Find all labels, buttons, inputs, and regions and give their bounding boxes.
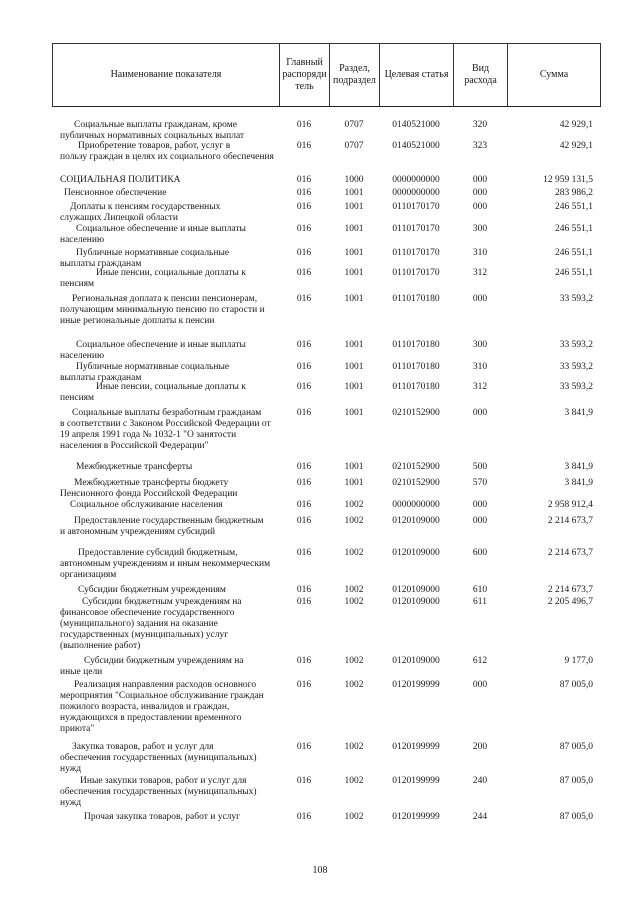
row-name: Доплаты к пенсиям государственных служащих Липецкой области bbox=[60, 202, 221, 223]
row-vid: 000 bbox=[472, 294, 488, 304]
row-glavny: 016 bbox=[296, 776, 312, 786]
row-tselevaya: 0110170180 bbox=[392, 340, 440, 350]
row-razdel: 1001 bbox=[344, 268, 364, 278]
row-glavny: 016 bbox=[296, 175, 312, 185]
row-razdel: 1002 bbox=[344, 776, 364, 786]
row-vid: 312 bbox=[472, 268, 488, 278]
row-glavny: 016 bbox=[296, 656, 312, 666]
row-glavny: 016 bbox=[296, 680, 312, 690]
row-glavny: 016 bbox=[296, 462, 312, 472]
row-name: Пенсионное обеспечение bbox=[64, 188, 167, 198]
row-name: Иные закупки товаров, работ и услуг для обеспечения государственных (муниципальных) нужд bbox=[60, 776, 257, 808]
row-summa: 42 929,1 bbox=[559, 141, 593, 151]
row-tselevaya: 0120109000 bbox=[392, 548, 440, 558]
row-vid: 300 bbox=[472, 340, 488, 350]
row-razdel: 1001 bbox=[344, 224, 364, 234]
row-name: Закупка товаров, работ и услуг для обеспечения государственных (муниципальных) нужд bbox=[60, 742, 257, 774]
row-tselevaya: 0000000000 bbox=[392, 500, 440, 510]
row-tselevaya: 0210152900 bbox=[392, 478, 440, 488]
row-glavny: 016 bbox=[296, 548, 312, 558]
row-summa: 246 551,1 bbox=[555, 224, 593, 234]
row-summa: 42 929,1 bbox=[559, 120, 593, 130]
row-tselevaya: 0210152900 bbox=[392, 408, 440, 418]
row-summa: 3 841,9 bbox=[564, 408, 593, 418]
row-vid: 310 bbox=[472, 362, 488, 372]
row-glavny: 016 bbox=[296, 478, 312, 488]
row-tselevaya: 0120109000 bbox=[392, 585, 440, 595]
row-vid: 240 bbox=[472, 776, 488, 786]
row-vid: 000 bbox=[472, 175, 488, 185]
row-razdel: 1001 bbox=[344, 202, 364, 212]
row-summa: 87 005,0 bbox=[559, 812, 593, 822]
row-glavny: 016 bbox=[296, 408, 312, 418]
row-tselevaya: 0000000000 bbox=[392, 188, 440, 198]
row-glavny: 016 bbox=[296, 224, 312, 234]
row-name: Иные пенсии, социальные доплаты к пенсиям bbox=[60, 382, 246, 403]
row-razdel: 1002 bbox=[344, 656, 364, 666]
row-summa: 246 551,1 bbox=[555, 248, 593, 258]
row-summa: 246 551,1 bbox=[555, 268, 593, 278]
row-name: Межбюджетные трансферты бюджету Пенсионного фонда Российской Федерации bbox=[60, 478, 238, 499]
row-name: Приобретение товаров, работ, услуг в пользу граждан в целях их социального обеспечения bbox=[60, 141, 274, 162]
row-tselevaya: 0140521000 bbox=[392, 141, 440, 151]
header-summa: Сумма bbox=[539, 69, 569, 80]
row-tselevaya: 0120199999 bbox=[392, 680, 440, 690]
row-glavny: 016 bbox=[296, 585, 312, 595]
row-tselevaya: 0110170170 bbox=[392, 248, 440, 258]
row-razdel: 1000 bbox=[344, 175, 364, 185]
row-glavny: 016 bbox=[296, 362, 312, 372]
header-vid: Вид расхода bbox=[454, 44, 508, 106]
row-vid: 612 bbox=[472, 656, 488, 666]
row-name: Межбюджетные трансферты bbox=[76, 462, 193, 472]
row-summa: 33 593,2 bbox=[559, 340, 593, 350]
row-tselevaya: 0120109000 bbox=[392, 516, 440, 526]
row-razdel: 1002 bbox=[344, 742, 364, 752]
row-vid: 000 bbox=[472, 500, 488, 510]
row-summa: 246 551,1 bbox=[555, 202, 593, 212]
row-summa: 2 214 673,7 bbox=[547, 516, 593, 526]
row-razdel: 1002 bbox=[344, 597, 364, 607]
row-vid: 000 bbox=[472, 188, 488, 198]
row-name: Публичные нормативные социальные выплаты гражданам bbox=[60, 362, 230, 383]
table-header bbox=[52, 43, 601, 107]
row-summa: 33 593,2 bbox=[559, 362, 593, 372]
row-glavny: 016 bbox=[296, 141, 312, 151]
row-name: Социальные выплаты безработным гражданам в соответствии с Законом Российской Федерации от 19 апреля 1991 года № 1032-1 "О занятости населения в Российской Федерации" bbox=[60, 408, 271, 451]
row-tselevaya: 0110170170 bbox=[392, 224, 440, 234]
row-glavny: 016 bbox=[296, 742, 312, 752]
row-name: Иные пенсии, социальные доплаты к пенсиям bbox=[60, 268, 246, 289]
row-tselevaya: 0120109000 bbox=[392, 656, 440, 666]
row-razdel: 1002 bbox=[344, 680, 364, 690]
row-name: Публичные нормативные социальные выплаты гражданам bbox=[60, 248, 230, 269]
row-summa: 283 986,2 bbox=[555, 188, 593, 198]
row-glavny: 016 bbox=[296, 516, 312, 526]
row-glavny: 016 bbox=[296, 812, 312, 822]
row-razdel: 1001 bbox=[344, 462, 364, 472]
row-vid: 570 bbox=[472, 478, 488, 488]
row-summa: 2 958 912,4 bbox=[547, 500, 593, 510]
row-name: Социальные выплаты гражданам, кроме публичных нормативных социальных выплат bbox=[60, 120, 245, 141]
row-razdel: 0707 bbox=[344, 120, 364, 130]
row-glavny: 016 bbox=[296, 248, 312, 258]
row-summa: 3 841,9 bbox=[564, 462, 593, 472]
header-tselevaya: Целевая статья bbox=[380, 44, 454, 106]
header-glavny: Главный распоряди тель bbox=[280, 44, 330, 106]
row-tselevaya: 0000000000 bbox=[392, 175, 440, 185]
row-vid: 320 bbox=[472, 120, 488, 130]
row-name: Социальное обеспечение и иные выплаты населению bbox=[60, 340, 246, 361]
row-summa: 2 214 673,7 bbox=[547, 548, 593, 558]
row-vid: 600 bbox=[472, 548, 488, 558]
row-name: Предоставление государственным бюджетным и автономным учреждениям субсидий bbox=[60, 516, 264, 537]
row-vid: 200 bbox=[472, 742, 488, 752]
row-tselevaya: 0110170180 bbox=[392, 382, 440, 392]
row-razdel: 1001 bbox=[344, 408, 364, 418]
row-summa: 33 593,2 bbox=[559, 382, 593, 392]
row-tselevaya: 0110170170 bbox=[392, 268, 440, 278]
row-glavny: 016 bbox=[296, 202, 312, 212]
row-vid: 244 bbox=[472, 812, 488, 822]
row-tselevaya: 0110170180 bbox=[392, 362, 440, 372]
header-razdel: Раздел, подраздел bbox=[330, 44, 380, 106]
row-name: Социальное обеспечение и иные выплаты населению bbox=[60, 224, 246, 245]
row-razdel: 1001 bbox=[344, 294, 364, 304]
row-name: Субсидии бюджетным учреждениям на финансовое обеспечение государственного (муниципального) задания на оказание государственных (муниципальных) услуг (выполнение работ) bbox=[60, 597, 242, 651]
row-name: Социальное обслуживание населения bbox=[70, 500, 223, 510]
row-glavny: 016 bbox=[296, 188, 312, 198]
row-glavny: 016 bbox=[296, 340, 312, 350]
row-name: Региональная доплата к пенсии пенсионерам, получающим минимальную пенсию по старости и иные региональные доплаты к пенсии bbox=[60, 294, 265, 326]
row-razdel: 1001 bbox=[344, 478, 364, 488]
row-vid: 611 bbox=[473, 597, 487, 607]
row-name: СОЦИАЛЬНАЯ ПОЛИТИКА bbox=[60, 175, 181, 185]
row-name: Прочая закупка товаров, работ и услуг bbox=[84, 812, 241, 822]
row-tselevaya: 0120199999 bbox=[392, 742, 440, 752]
row-glavny: 016 bbox=[296, 268, 312, 278]
row-razdel: 1002 bbox=[344, 812, 364, 822]
row-glavny: 016 bbox=[296, 382, 312, 392]
row-glavny: 016 bbox=[296, 120, 312, 130]
row-summa: 12 959 131,5 bbox=[543, 175, 593, 185]
row-vid: 610 bbox=[472, 585, 488, 595]
page-number: 108 bbox=[312, 865, 328, 876]
row-tselevaya: 0120199999 bbox=[392, 776, 440, 786]
row-summa: 2 205 496,7 bbox=[547, 597, 593, 607]
row-name: Реализация направления расходов основного мероприятия "Социальное обслуживание граждан пожилого возраста, инвалидов и граждан, нуждающихся в предоставлении временного приюта" bbox=[60, 680, 264, 734]
row-tselevaya: 0110170170 bbox=[392, 202, 440, 212]
row-name: Субсидии бюджетным учреждениям на иные цели bbox=[60, 656, 244, 677]
row-razdel: 1001 bbox=[344, 248, 364, 258]
row-razdel: 1002 bbox=[344, 516, 364, 526]
row-vid: 300 bbox=[472, 224, 488, 234]
row-razdel: 0707 bbox=[344, 141, 364, 151]
row-tselevaya: 0120109000 bbox=[392, 597, 440, 607]
header-name: Наименование показателя bbox=[53, 44, 280, 106]
row-summa: 87 005,0 bbox=[559, 680, 593, 690]
row-tselevaya: 0140521000 bbox=[392, 120, 440, 130]
row-vid: 310 bbox=[472, 248, 488, 258]
row-vid: 323 bbox=[472, 141, 488, 151]
row-glavny: 016 bbox=[296, 500, 312, 510]
row-vid: 000 bbox=[472, 408, 488, 418]
row-tselevaya: 0120199999 bbox=[392, 812, 440, 822]
row-summa: 87 005,0 bbox=[559, 776, 593, 786]
row-summa: 3 841,9 bbox=[564, 478, 593, 488]
row-razdel: 1001 bbox=[344, 340, 364, 350]
row-summa: 33 593,2 bbox=[559, 294, 593, 304]
row-vid: 000 bbox=[472, 516, 488, 526]
row-vid: 000 bbox=[472, 680, 488, 690]
row-razdel: 1001 bbox=[344, 382, 364, 392]
row-glavny: 016 bbox=[296, 597, 312, 607]
row-glavny: 016 bbox=[296, 294, 312, 304]
row-tselevaya: 0110170180 bbox=[392, 294, 440, 304]
row-razdel: 1001 bbox=[344, 188, 364, 198]
row-vid: 000 bbox=[472, 202, 488, 212]
row-vid: 500 bbox=[472, 462, 488, 472]
row-razdel: 1002 bbox=[344, 500, 364, 510]
row-razdel: 1002 bbox=[344, 585, 364, 595]
row-summa: 2 214 673,7 bbox=[547, 585, 593, 595]
row-name: Предоставление субсидий бюджетным, автономным учреждениям и иным некоммерческим организациям bbox=[60, 548, 271, 580]
row-razdel: 1002 bbox=[344, 548, 364, 558]
row-summa: 87 005,0 bbox=[559, 742, 593, 752]
row-vid: 312 bbox=[472, 382, 488, 392]
row-razdel: 1001 bbox=[344, 362, 364, 372]
row-name: Субсидии бюджетным учреждениям bbox=[78, 585, 226, 595]
row-summa: 9 177,0 bbox=[564, 656, 593, 666]
row-tselevaya: 0210152900 bbox=[392, 462, 440, 472]
